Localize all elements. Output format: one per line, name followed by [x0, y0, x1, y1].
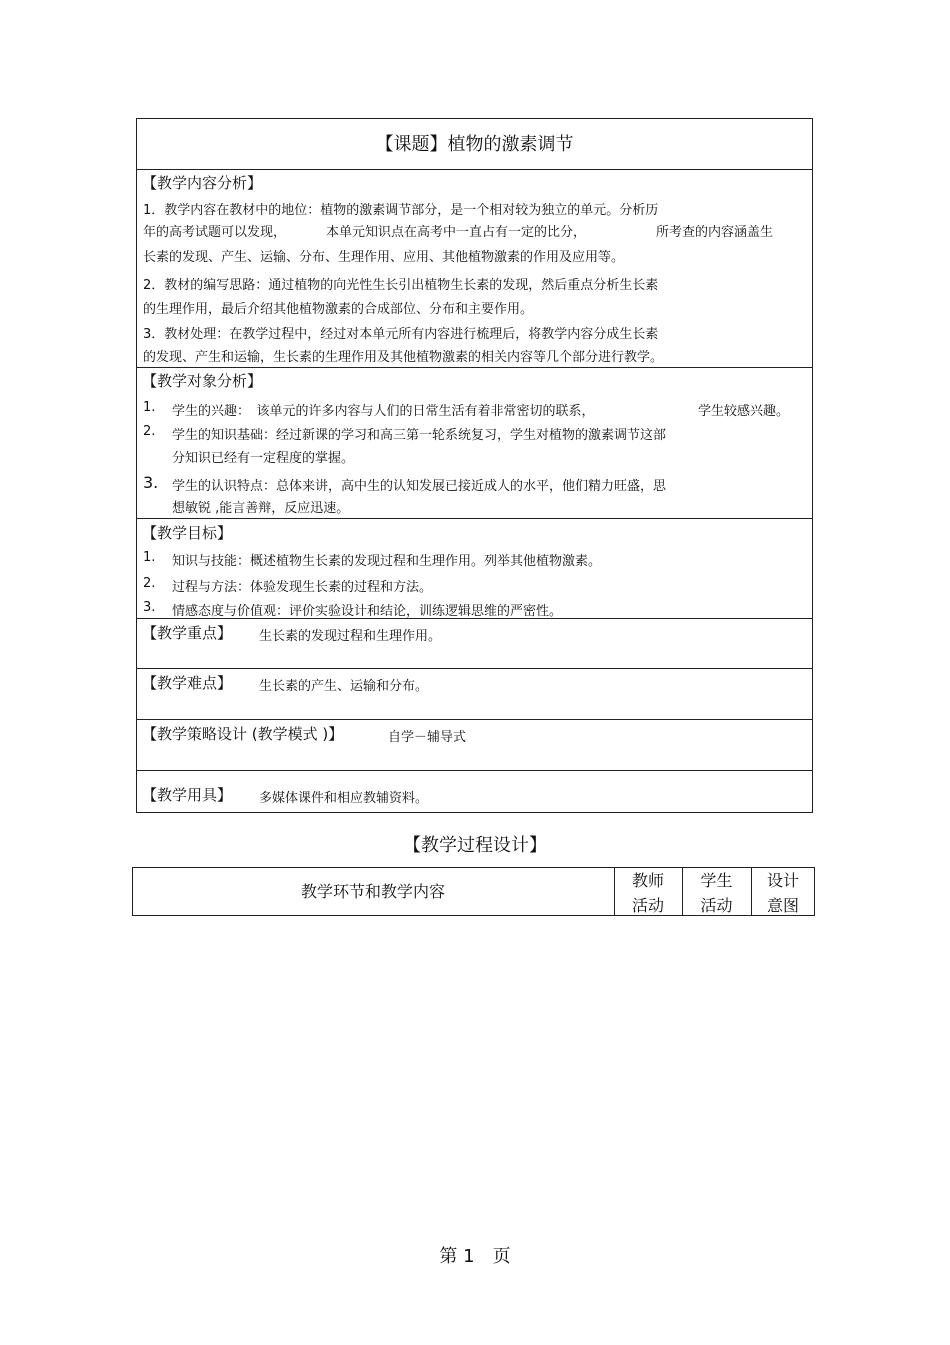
student-analysis-text: 学生较感兴趣。 — [698, 404, 790, 419]
content-analysis-text: 长素的发现、产生、运输、分布、生理作用、应用、其他植物激素的作用及应用等。 — [143, 250, 625, 265]
strategy-text: 自学－辅导式 — [388, 730, 467, 745]
header-text: 教师 — [631, 871, 664, 890]
strategy-label: 【教学策略设计 (教学模式 )】 — [142, 725, 344, 743]
tools-text: 多媒体课件和相应教辅资料。 — [259, 791, 429, 806]
row-divider — [136, 169, 813, 170]
content-analysis-text: 2．教材的编写思路：通过植物的向光性生长引出植物生长素的发现，然后重点分析生长素 — [143, 278, 659, 293]
difficulty-text: 生长素的产生、运输和分布。 — [259, 679, 429, 694]
lesson-title: 【课题】植物的激素调节 — [375, 134, 574, 155]
content-analysis-text: 所考查的内容涵盖生 — [656, 225, 774, 240]
key-point-text: 生长素的发现过程和生理作用。 — [259, 629, 442, 644]
header-text: 活动 — [631, 896, 664, 915]
tools-label: 【教学用具】 — [142, 786, 233, 804]
student-analysis-text: 分知识已经有一定程度的掌握。 — [172, 451, 355, 466]
objectives-heading: 【教学目标】 — [142, 524, 233, 542]
objectives-text: 情感态度与价值观：评价实验设计和结论，训练逻辑思维的严密性。 — [172, 604, 563, 619]
student-analysis-text: 想敏锐 ,能言善辩，反应迅速。 — [172, 501, 350, 516]
student-analysis-heading: 【教学对象分析】 — [142, 372, 263, 390]
list-number: 2. — [143, 576, 156, 591]
objectives-text: 过程与方法：体验发现生长素的过程和方法。 — [172, 580, 433, 595]
objectives-text: 知识与技能：概述植物生长素的发现过程和生理作用。列举其他植物激素。 — [172, 554, 602, 569]
header-text: 意图 — [766, 896, 799, 915]
row-divider — [136, 770, 813, 771]
content-analysis-text: 本单元知识点在高考中一直占有一定的比分， — [326, 225, 587, 240]
row-divider — [136, 719, 813, 720]
row-divider — [136, 668, 813, 669]
header-design-intent — [751, 868, 815, 918]
content-analysis-text: 的发现、产生和运输，生长素的生理作用及其他植物激素的相关内容等几个部分进行教学。 — [143, 350, 664, 365]
key-point-label: 【教学重点】 — [142, 624, 233, 642]
header-text: 设计 — [766, 871, 799, 890]
page-number: 第 1 页 — [439, 1246, 511, 1267]
header-student-activity — [682, 868, 751, 918]
header-text: 活动 — [700, 896, 733, 915]
row-divider — [136, 518, 813, 519]
process-title: 【教学过程设计】 — [403, 835, 547, 856]
list-number: 3. — [143, 600, 156, 615]
content-analysis-text: 1．教学内容在教材中的地位：植物的激素调节部分，是一个相对较为独立的单元。分析历 — [143, 203, 659, 218]
content-analysis-text: 的生理作用，最后介绍其他植物激素的合成部位、分布和主要作用。 — [143, 302, 534, 317]
header-teacher-activity — [614, 868, 682, 918]
student-analysis-text: 学生的认识特点：总体来讲，高中生的认知发展已接近成人的水平，他们精力旺盛，思 — [172, 479, 667, 494]
list-number: 2. — [143, 424, 156, 439]
student-analysis-text: 学生的知识基础：经过新课的学习和高三第一轮系统复习，学生对植物的激素调节这部 — [172, 428, 667, 443]
list-number: 1. — [143, 550, 156, 565]
student-analysis-text: 学生的兴趣： 该单元的许多内容与人们的日常生活有着非常密切的联系， — [172, 404, 595, 419]
content-analysis-heading: 【教学内容分析】 — [142, 174, 263, 192]
difficulty-label: 【教学难点】 — [142, 674, 233, 692]
content-analysis-text: 年的高考试题可以发现， — [143, 225, 287, 240]
content-analysis-text: 3．教材处理：在教学过程中，经过对本单元所有内容进行梳理后，将教学内容分成生长素 — [143, 327, 659, 342]
header-content: 教学环节和教学内容 — [300, 882, 445, 901]
list-number: 3. — [143, 473, 159, 492]
list-number: 1. — [143, 400, 156, 415]
row-divider — [136, 367, 813, 368]
header-text: 学生 — [700, 871, 733, 890]
